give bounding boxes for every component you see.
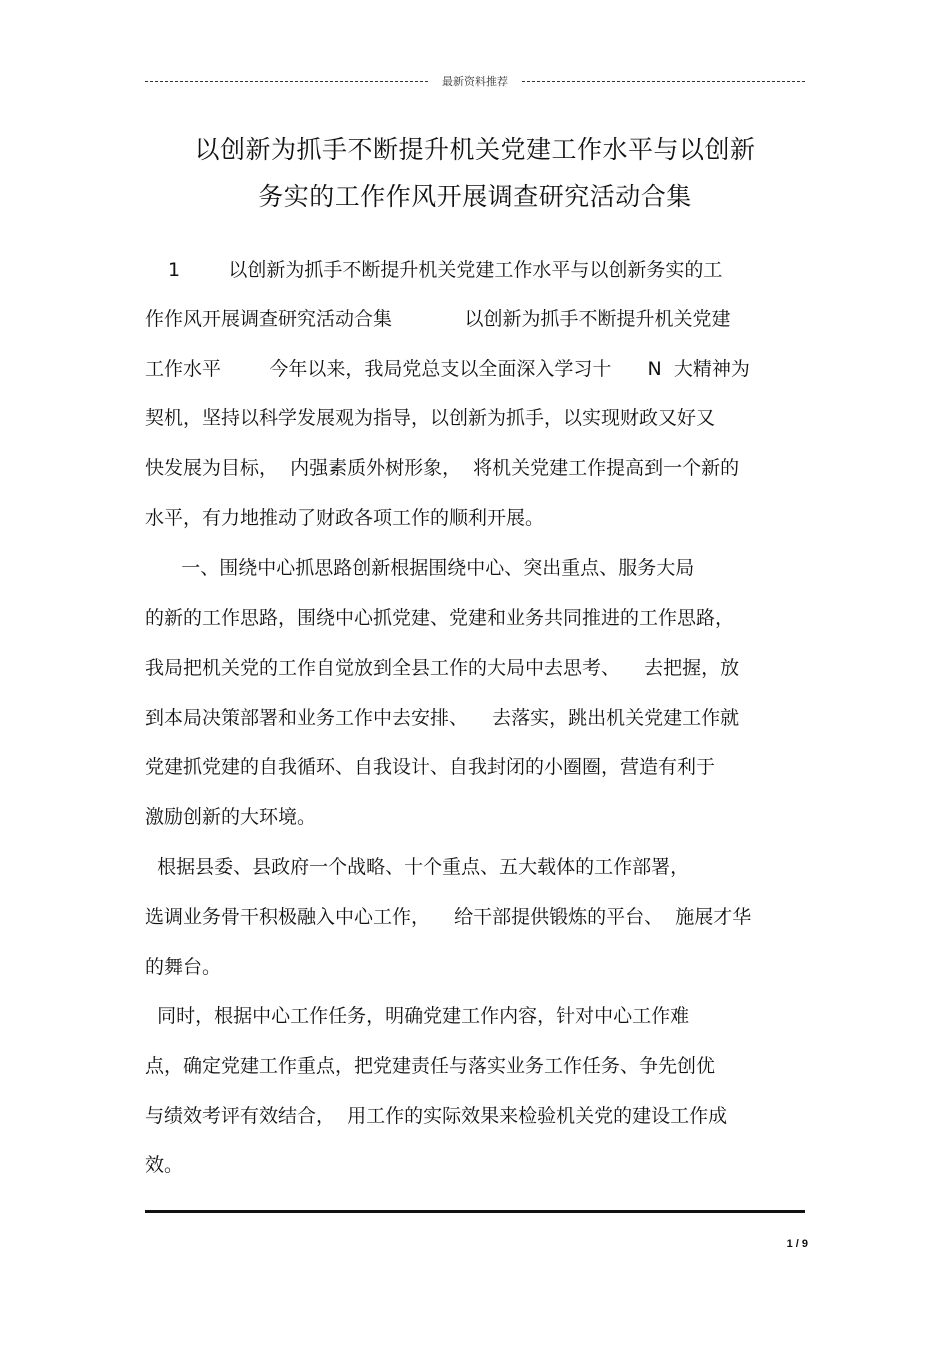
footer-rule xyxy=(145,1210,805,1213)
body-line: 我局把机关党的工作自觉放到全县工作的大局中去思考、 去把握，放 xyxy=(145,657,740,679)
body-line: 点，确定党建工作重点，把党建责任与落实业务工作任务、争先创优 xyxy=(145,1055,716,1077)
body-line: 同时，根据中心工作任务，明确党建工作内容，针对中心工作难 xyxy=(145,1005,690,1027)
body-line: 根据县委、县政府一个战略、十个重点、五大载体的工作部署， xyxy=(145,856,690,878)
body-line: 到本局决策部署和业务工作中去安排、 去落实，跳出机关党建工作就 xyxy=(145,707,740,729)
body-line: 工作水平 今年以来，我局党总支以全面深入学习十 N 大精神为 xyxy=(145,358,750,380)
body-line: 激励创新的大环境。 xyxy=(145,806,317,828)
body-line: 与绩效考评有效结合， 用工作的实际效果来检验机关党的建设工作成 xyxy=(145,1105,728,1127)
page-number: 1 / 9 xyxy=(786,1238,808,1250)
body-line: 1 以创新为抓手不断提升机关党建工作水平与以创新务实的工 xyxy=(168,259,723,281)
header-dash-left xyxy=(145,81,428,82)
body-line: 一、围绕中心抓思路创新根据围绕中心、突出重点、服务大局 xyxy=(145,557,695,579)
body-line: 的新的工作思路，围绕中心抓党建、党建和业务共同推进的工作思路， xyxy=(145,607,735,629)
header-bar xyxy=(145,73,805,89)
body-line: 效。 xyxy=(145,1154,184,1176)
body-line: 选调业务骨干积极融入中心工作， 给干部提供锻炼的平台、 施展才华 xyxy=(145,906,752,928)
body-line: 作作风开展调查研究活动合集 以创新为抓手不断提升机关党建 xyxy=(145,308,731,330)
header-text: 最新资料推荐 xyxy=(442,75,508,88)
document-title-line-1: 以创新为抓手不断提升机关党建工作水平与以创新 xyxy=(194,135,756,164)
body-line: 水平，有力地推动了财政各项工作的顺利开展。 xyxy=(145,507,545,529)
body-line: 快发展为目标， 内强素质外树形象， 将机关党建工作提高到一个新的 xyxy=(145,457,740,479)
document-title-line-2: 务实的工作作风开展调查研究活动合集 xyxy=(258,182,692,211)
body-line: 的舞台。 xyxy=(145,956,222,978)
body-line: 党建抓党建的自我循环、自我设计、自我封闭的小圈圈，营造有利于 xyxy=(145,756,716,778)
body-line: 契机，坚持以科学发展观为指导，以创新为抓手，以实现财政又好又 xyxy=(145,407,716,429)
header-dash-right xyxy=(522,81,805,82)
